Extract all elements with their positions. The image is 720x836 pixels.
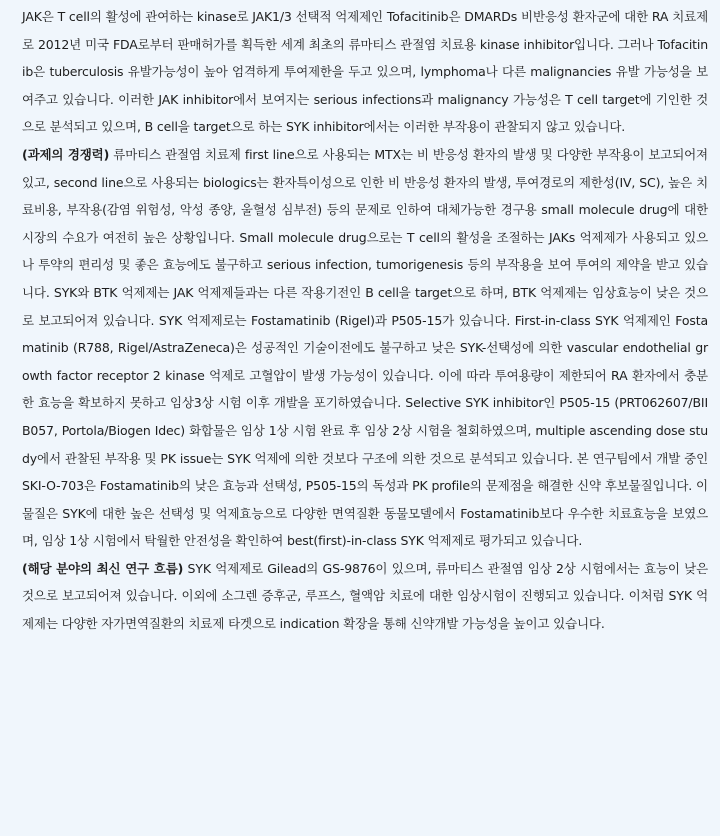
intro-text: JAK은 T cell의 활성에 관여하는 kinase로 JAK1/3 선택적 억제제인 Tofacitinib은 DMARDs 비반응성 환자군에 대한 RA 치료제로 2012년 미국 FDA로부터 판매허가를 획득한 세계 최초의 류마티스 관절염 치료용 kinase inhibitor입니다. 그러나 Tofacitinib은 tuberculosis 유발가능성이 높아 엄격하게 투여제한을 두고 있으며, lymphoma나 다른 malignancies 유발 가능성을 보여주고 있습니다. 이러한 JAK inhibitor에서 보여지는 serious infections과 malignancy 가능성은 T cell target에 기인한 것으로 분석되고 있으며, B cell을 target으로 하는 SYK inhibitor에서는 이러한 부작용이 관찰되지 않고 있습니다.	[22, 9, 708, 135]
research-trends-paragraph	[22, 555, 708, 638]
competitiveness-text: 류마티스 관절염 치료제 first line으로 사용되는 MTX는 비 반응성 환자의 발생 및 다양한 부작용이 보고되어져 있고, second line으로 사용되는 biologics는 환자특이성으로 인한 비 반응성 환자의 발생, 투여경로의 제한성(IV, SC), 높은 치료비용, 부작용(감염 위험성, 악성 종양, 울혈성 심부전) 등의 문제로 인하여 대체가능한 경구용 small molecule drug에 대한 시장의 수요가 여전히 높은 상황입니다. Small molecule drug으로는 T cell의 활성을 조절하는 JAKs 억제제가 사용되고 있으나 투약의 편리성 및 좋은 효능에도 불구하고 serious infection, tumorigenesis 등의 부작용을 보여 투여의 제약을 받고 있습니다. SYK와 BTK 억제제는 JAK 억제제들과는 다른 작용기전인 B cell을 target으로 하며, BTK 억제제는 임상효능이 낮은 것으로 보고되어져 있습니다. SYK 억제제로는 Fostamatinib (Rigel)과 P505-15가 있습니다. First-in-class SYK 억제제인 Fostamatinib (R788, Rigel/AstraZeneca)은 성공적인 기술이전에도 불구하고 낮은 SYK-선택성에 의한 vascular endothelial growth factor receptor 2 kinase 억제로 고혈압이 발생 가능성이 있습니다. 이에 따라 투여용량이 제한되어 RA 환자에서 충분한 효능을 확보하지 못하고 임상3상 시험 이후 개발을 포기하였습니다. Selective SYK inhibitor인 P505-15 (PRT062607/BIIB057, Portola/Biogen Idec) 화합물은 임상 1상 시험 완료 후 임상 2상 시험을 철회하였으며, multiple ascending dose study에서 관찰된 부작용 및 PK issue는 SYK 억제에 의한 것보다 구조에 의한 것으로 분석되고 있습니다. 본 연구팀에서 개발 중인 SKI-O-703은 Fostamatinib의 낮은 효능과 선택성, P505-15의 독성과 PK profile의 문제점을 해결한 신약 후보물질입니다. 이 물질은 SYK에 대한 높은 선택성 및 억제효능으로 다양한 면역질환 동물모델에서 Fostamatinib보다 우수한 치료효능을 보였으며, 임상 1상 시험에서 탁월한 안전성을 확인하여 best(first)-in-class SYK 억제제로 평가되고 있습니다.	[22, 146, 708, 549]
competitiveness-heading: (과제의 경쟁력)	[22, 146, 110, 162]
research-trends-text: SYK 억제제로 Gilead의 GS-9876이 있으며, 류마티스 관절염 임상 2상 시험에서는 효능이 낮은 것으로 보고되어져 있습니다. 이외에 소그렌 증후군, 루프스, 혈액암 치료에 대한 임상시험이 진행되고 있습니다. 이처럼 SYK 억제제는 다양한 자가면역질환의 치료제 타겟으로 indication 확장을 통해 신약개발 가능성을 높이고 있습니다.	[22, 560, 709, 632]
intro-paragraph	[22, 3, 708, 141]
competitiveness-paragraph	[22, 141, 708, 555]
research-trends-heading: (해당 분야의 최신 연구 흐름)	[22, 560, 184, 576]
